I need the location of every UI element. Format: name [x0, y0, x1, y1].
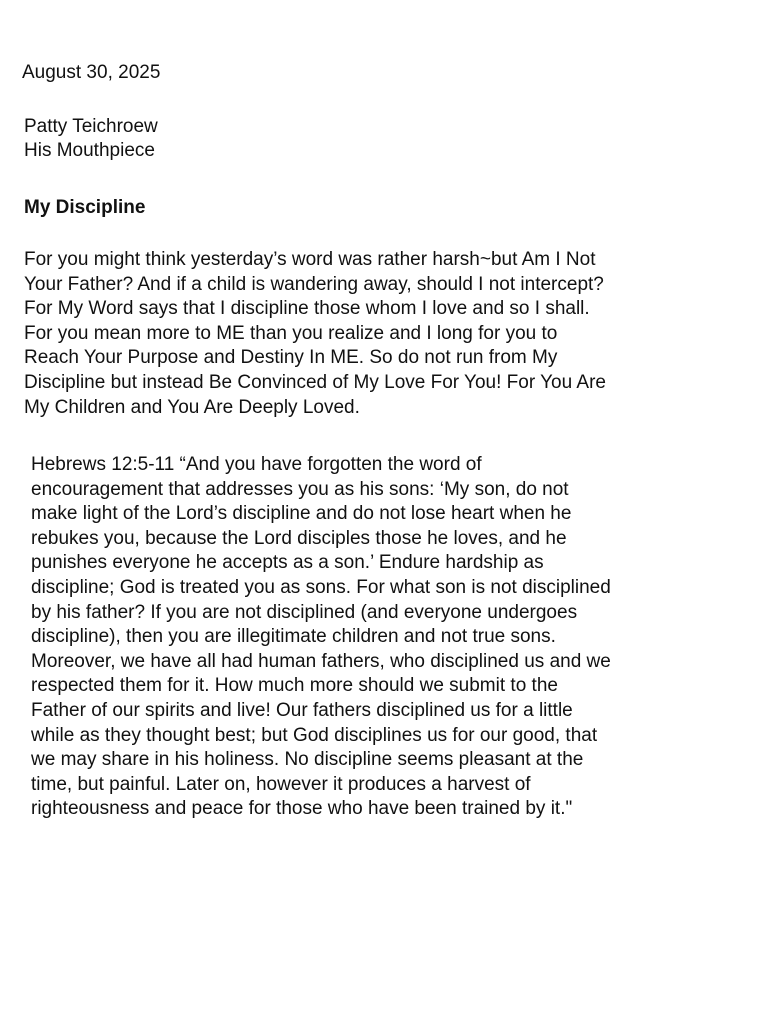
document-title: My Discipline: [24, 197, 146, 218]
author-block: Patty Teichroew His Mouthpiece: [24, 116, 158, 161]
document-date: August 30, 2025: [22, 62, 161, 83]
message-paragraph: For you might think yesterday’s word was rather harsh~but Am I Not Your Father? And if a child is wandering away, should I not intercept? For My Word says that I discipline those whom I love and so I shall. For you mean more to ME than you realize and I long for you to Reach Your Purpose and Destiny In ME. So do not run from My Discipline but instead Be Convinced of My Love For You! For You Are My Children and You Are Deeply Loved.: [24, 249, 606, 418]
scripture-paragraph: Hebrews 12:5-11 “And you have forgotten the word of encouragement that addresses you as his sons: ‘My son, do not make light of the Lord’s discipline and do not lose heart when he rebukes you, because the Lord disciples those he loves, and he punishes everyone he accepts as a son.’ Endure hardship as discipline; God is treated you as sons. For what son is not disciplined by his father? If you are not disciplined (and everyone undergoes discipline), then you are illegitimate children and not true sons. Moreover, we have all had human fathers, who disciplined us and we respected them for it. How much more should we submit to the Father of our spirits and live! Our fathers disciplined us for a little while as they thought best; but God disciplines us for our good, that we may share in his holiness. No discipline seems pleasant at the time, but painful. Later on, however it produces a harvest of righteousness and peace for those who have been trained by it.": [31, 454, 611, 820]
